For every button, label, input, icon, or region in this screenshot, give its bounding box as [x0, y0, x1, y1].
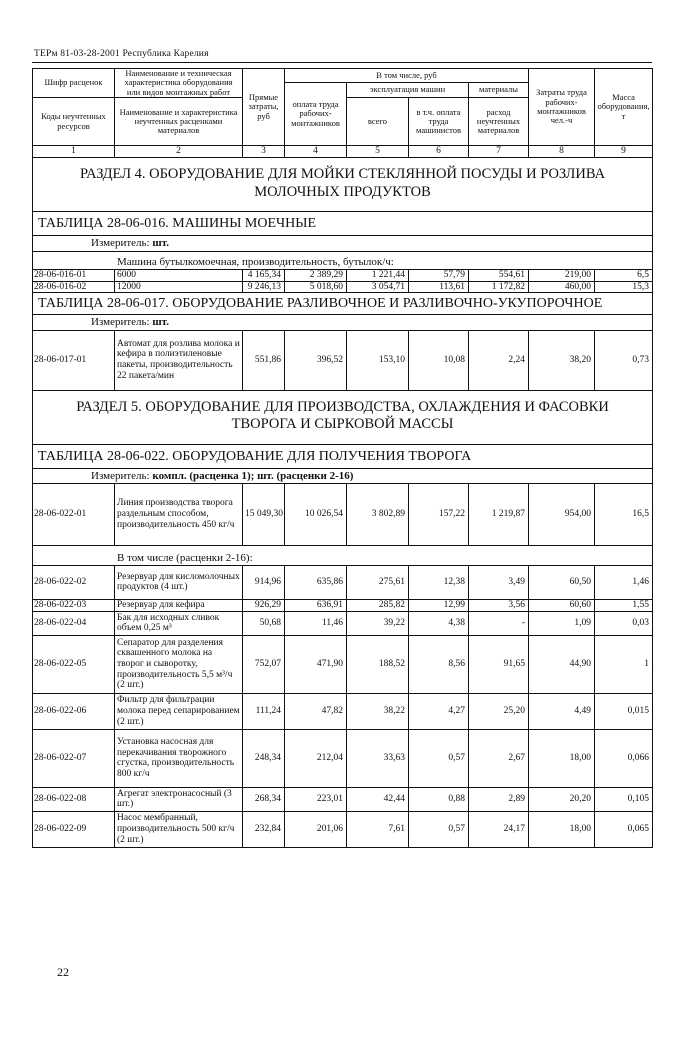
item-name: Бак для исходных сливок объем 0,25 м³ — [115, 611, 243, 635]
labor-value: 4,49 — [529, 693, 595, 729]
direct-costs: 914,96 — [243, 565, 285, 599]
header-rule — [32, 62, 652, 63]
item-name: Фильтр для фильтрации молока перед сепарированием (2 шт.) — [115, 693, 243, 729]
labor-value: 219,00 — [529, 270, 595, 282]
rate-code: 28-06-016-01 — [33, 270, 115, 282]
machinists-wage: 113,61 — [409, 281, 469, 293]
machinists-wage: 157,22 — [409, 483, 469, 545]
direct-costs: 15 049,30 — [243, 483, 285, 545]
machinists-wage: 12,99 — [409, 599, 469, 611]
materials-value: 554,61 — [469, 270, 529, 282]
wage-value: 47,82 — [285, 693, 347, 729]
wage-value: 201,06 — [285, 811, 347, 847]
table-row — [33, 565, 653, 599]
machinists-wage: 0,57 — [409, 811, 469, 847]
table-row — [33, 483, 653, 545]
rate-code: 28-06-017-01 — [33, 330, 115, 390]
direct-costs: 926,29 — [243, 599, 285, 611]
table-row — [33, 693, 653, 729]
table-row — [33, 599, 653, 611]
item-name: Резервуар для кефира — [115, 599, 243, 611]
item-name: 12000 — [115, 281, 243, 293]
wage-value: 11,46 — [285, 611, 347, 635]
direct-costs: 9 246,13 — [243, 281, 285, 293]
rates-table — [32, 68, 653, 848]
rate-code: 28-06-022-09 — [33, 811, 115, 847]
table-row — [33, 611, 653, 635]
mass-value: 0,73 — [595, 330, 653, 390]
machines-total: 3 054,71 — [347, 281, 409, 293]
item-name: Установка насосная для перекачивания творожного сгустка, производительность 800 кг/ч — [115, 729, 243, 787]
materials-value: 3,56 — [469, 599, 529, 611]
item-name: Сепаратор для разделения сквашенного молока на творог и сыворотку, производительность 5,5 м³/ч (2 шт.) — [115, 635, 243, 693]
machines-total: 1 221,44 — [347, 270, 409, 282]
machinists-wage: 8,56 — [409, 635, 469, 693]
section-5-title: РАЗДЕЛ 5. ОБОРУДОВАНИЕ ДЛЯ ПРОИЗВОДСТВА, ОХЛАЖДЕНИЯ И ФАСОВКИ ТВОРОГА И СЫРКОВОЙ МАССЫ — [33, 390, 653, 444]
labor-value: 20,20 — [529, 787, 595, 811]
table-row — [33, 270, 653, 282]
table-row — [33, 281, 653, 293]
wage-value: 636,91 — [285, 599, 347, 611]
materials-value: 2,67 — [469, 729, 529, 787]
labor-value: 18,00 — [529, 811, 595, 847]
item-name: Линия производства творога раздельным способом, производительность 450 кг/ч — [115, 483, 243, 545]
materials-value: 24,17 — [469, 811, 529, 847]
column-number: 5 — [347, 146, 409, 158]
table-022-subtitle: В том числе (расценки 2-16): — [33, 545, 653, 565]
direct-costs: 268,34 — [243, 787, 285, 811]
header-mass: Масса оборудования, т — [595, 69, 653, 146]
column-number: 6 — [409, 146, 469, 158]
rate-code: 28-06-022-03 — [33, 599, 115, 611]
rate-code: 28-06-022-07 — [33, 729, 115, 787]
page-number: 22 — [57, 965, 69, 979]
item-name: 6000 — [115, 270, 243, 282]
machines-total: 3 802,89 — [347, 483, 409, 545]
machinists-wage: 10,08 — [409, 330, 469, 390]
header-total: всего — [347, 98, 409, 146]
header-direct-costs: Прямые затраты, руб — [243, 69, 285, 146]
machinists-wage: 0,88 — [409, 787, 469, 811]
labor-value: 60,60 — [529, 599, 595, 611]
table-017-title: ТАБЛИЦА 28-06-017. ОБОРУДОВАНИЕ РАЗЛИВОЧНОЕ И РАЗЛИВОЧНО-УКУПОРОЧНОЕ — [33, 293, 653, 315]
machines-total: 285,82 — [347, 599, 409, 611]
item-name: Насос мембранный, производительность 500 кг/ч (2 шт.) — [115, 811, 243, 847]
table-017-meter — [33, 315, 653, 330]
meter-value: компл. (расценка 1); шт. (расценки 2-16) — [152, 469, 354, 482]
machinists-wage: 4,27 — [409, 693, 469, 729]
materials-value: 1 219,87 — [469, 483, 529, 545]
labor-value: 38,20 — [529, 330, 595, 390]
table-016-meter — [33, 236, 653, 252]
labor-value: 60,50 — [529, 565, 595, 599]
direct-costs: 50,68 — [243, 611, 285, 635]
table-016-subtitle: Машина бутылкомоечная, производительность, бутылок/ч: — [33, 252, 653, 270]
mass-value: 6,5 — [595, 270, 653, 282]
wage-value: 635,86 — [285, 565, 347, 599]
mass-value: 1 — [595, 635, 653, 693]
wage-value: 5 018,60 — [285, 281, 347, 293]
header-material-consumption: расход неучтенных материалов — [469, 98, 529, 146]
table-016-title: ТАБЛИЦА 28-06-016. МАШИНЫ МОЕЧНЫЕ — [33, 212, 653, 236]
column-number: 2 — [115, 146, 243, 158]
materials-value: 2,24 — [469, 330, 529, 390]
mass-value: 1,55 — [595, 599, 653, 611]
materials-value: 1 172,82 — [469, 281, 529, 293]
header-code: Шифр расценок — [33, 69, 115, 98]
document-page — [32, 68, 652, 848]
item-name: Автомат для розлива молока и кефира в полиэтиленовые пакеты, производительность 22 пакета/мин — [115, 330, 243, 390]
mass-value: 1,46 — [595, 565, 653, 599]
machinists-wage: 12,38 — [409, 565, 469, 599]
labor-value: 460,00 — [529, 281, 595, 293]
direct-costs: 752,07 — [243, 635, 285, 693]
header-materials: материалы — [469, 83, 529, 98]
header-including: В том числе, руб — [285, 69, 529, 83]
labor-value: 954,00 — [529, 483, 595, 545]
table-row — [33, 811, 653, 847]
mass-value: 0,065 — [595, 811, 653, 847]
wage-value: 10 026,54 — [285, 483, 347, 545]
column-number: 9 — [595, 146, 653, 158]
wage-value: 212,04 — [285, 729, 347, 787]
materials-value: - — [469, 611, 529, 635]
table-022-meter — [33, 468, 653, 483]
direct-costs: 551,86 — [243, 330, 285, 390]
column-number: 4 — [285, 146, 347, 158]
machines-total: 7,61 — [347, 811, 409, 847]
table-row — [33, 787, 653, 811]
machines-total: 188,52 — [347, 635, 409, 693]
rate-code: 28-06-022-01 — [33, 483, 115, 545]
rate-code: 28-06-022-02 — [33, 565, 115, 599]
header-codes-unaccounted: Коды неучтенных ресурсов — [33, 98, 115, 146]
table-row — [33, 635, 653, 693]
meter-value: шт. — [152, 237, 169, 250]
mass-value: 0,105 — [595, 787, 653, 811]
wage-value: 223,01 — [285, 787, 347, 811]
materials-value: 2,89 — [469, 787, 529, 811]
machines-total: 33,63 — [347, 729, 409, 787]
materials-value: 3,49 — [469, 565, 529, 599]
materials-value: 25,20 — [469, 693, 529, 729]
item-name: Агрегат электронасосный (3 шт.) — [115, 787, 243, 811]
column-number: 8 — [529, 146, 595, 158]
labor-value: 18,00 — [529, 729, 595, 787]
mass-value: 15,3 — [595, 281, 653, 293]
header-labor: Затраты труда рабочих-монтажников чел.-ч — [529, 69, 595, 146]
table-022-title: ТАБЛИЦА 28-06-022. ОБОРУДОВАНИЕ ДЛЯ ПОЛУЧЕНИЯ ТВОРОГА — [33, 444, 653, 468]
mass-value: 0,015 — [595, 693, 653, 729]
column-numbers-row — [33, 146, 653, 158]
column-number: 7 — [469, 146, 529, 158]
meter-label: Измеритель: — [91, 469, 150, 482]
machines-total: 38,22 — [347, 693, 409, 729]
rate-code: 28-06-016-02 — [33, 281, 115, 293]
wage-value: 471,90 — [285, 635, 347, 693]
meter-value: шт. — [152, 316, 169, 329]
rate-code: 28-06-022-04 — [33, 611, 115, 635]
machinists-wage: 57,79 — [409, 270, 469, 282]
machinists-wage: 4,38 — [409, 611, 469, 635]
header-wage: оплата труда рабочих-монтажников — [285, 83, 347, 146]
rate-code: 28-06-022-05 — [33, 635, 115, 693]
direct-costs: 4 165,34 — [243, 270, 285, 282]
header-machinist-wage: в т.ч. оплата труда машинистов — [409, 98, 469, 146]
direct-costs: 248,34 — [243, 729, 285, 787]
materials-value: 91,65 — [469, 635, 529, 693]
labor-value: 44,90 — [529, 635, 595, 693]
wage-value: 396,52 — [285, 330, 347, 390]
direct-costs: 111,24 — [243, 693, 285, 729]
machines-total: 39,22 — [347, 611, 409, 635]
table-row — [33, 729, 653, 787]
labor-value: 1,09 — [529, 611, 595, 635]
header-name: Наименование и техническая характеристика оборудования или видов монтажных работ — [115, 69, 243, 98]
machines-total: 275,61 — [347, 565, 409, 599]
rate-code: 28-06-022-08 — [33, 787, 115, 811]
table-row — [33, 330, 653, 390]
header-machines: эксплуатация машин — [347, 83, 469, 98]
mass-value: 0,03 — [595, 611, 653, 635]
running-header: ТЕРм 81-03-28-2001 Республика Карелия — [34, 49, 209, 59]
machines-total: 42,44 — [347, 787, 409, 811]
column-number: 3 — [243, 146, 285, 158]
wage-value: 2 389,29 — [285, 270, 347, 282]
machines-total: 153,10 — [347, 330, 409, 390]
mass-value: 0,066 — [595, 729, 653, 787]
section-4-title: РАЗДЕЛ 4. ОБОРУДОВАНИЕ ДЛЯ МОЙКИ СТЕКЛЯННОЙ ПОСУДЫ И РОЗЛИВА МОЛОЧНЫХ ПРОДУКТОВ — [33, 158, 653, 212]
meter-label: Измеритель: — [91, 316, 150, 329]
column-number: 1 — [33, 146, 115, 158]
meter-label: Измеритель: — [91, 237, 150, 250]
item-name: Резервуар для кисломолочных продуктов (4 шт.) — [115, 565, 243, 599]
rate-code: 28-06-022-06 — [33, 693, 115, 729]
header-name-materials: Наименование и характеристика неучтенных расценками материалов — [115, 98, 243, 146]
mass-value: 16,5 — [595, 483, 653, 545]
direct-costs: 232,84 — [243, 811, 285, 847]
machinists-wage: 0,57 — [409, 729, 469, 787]
